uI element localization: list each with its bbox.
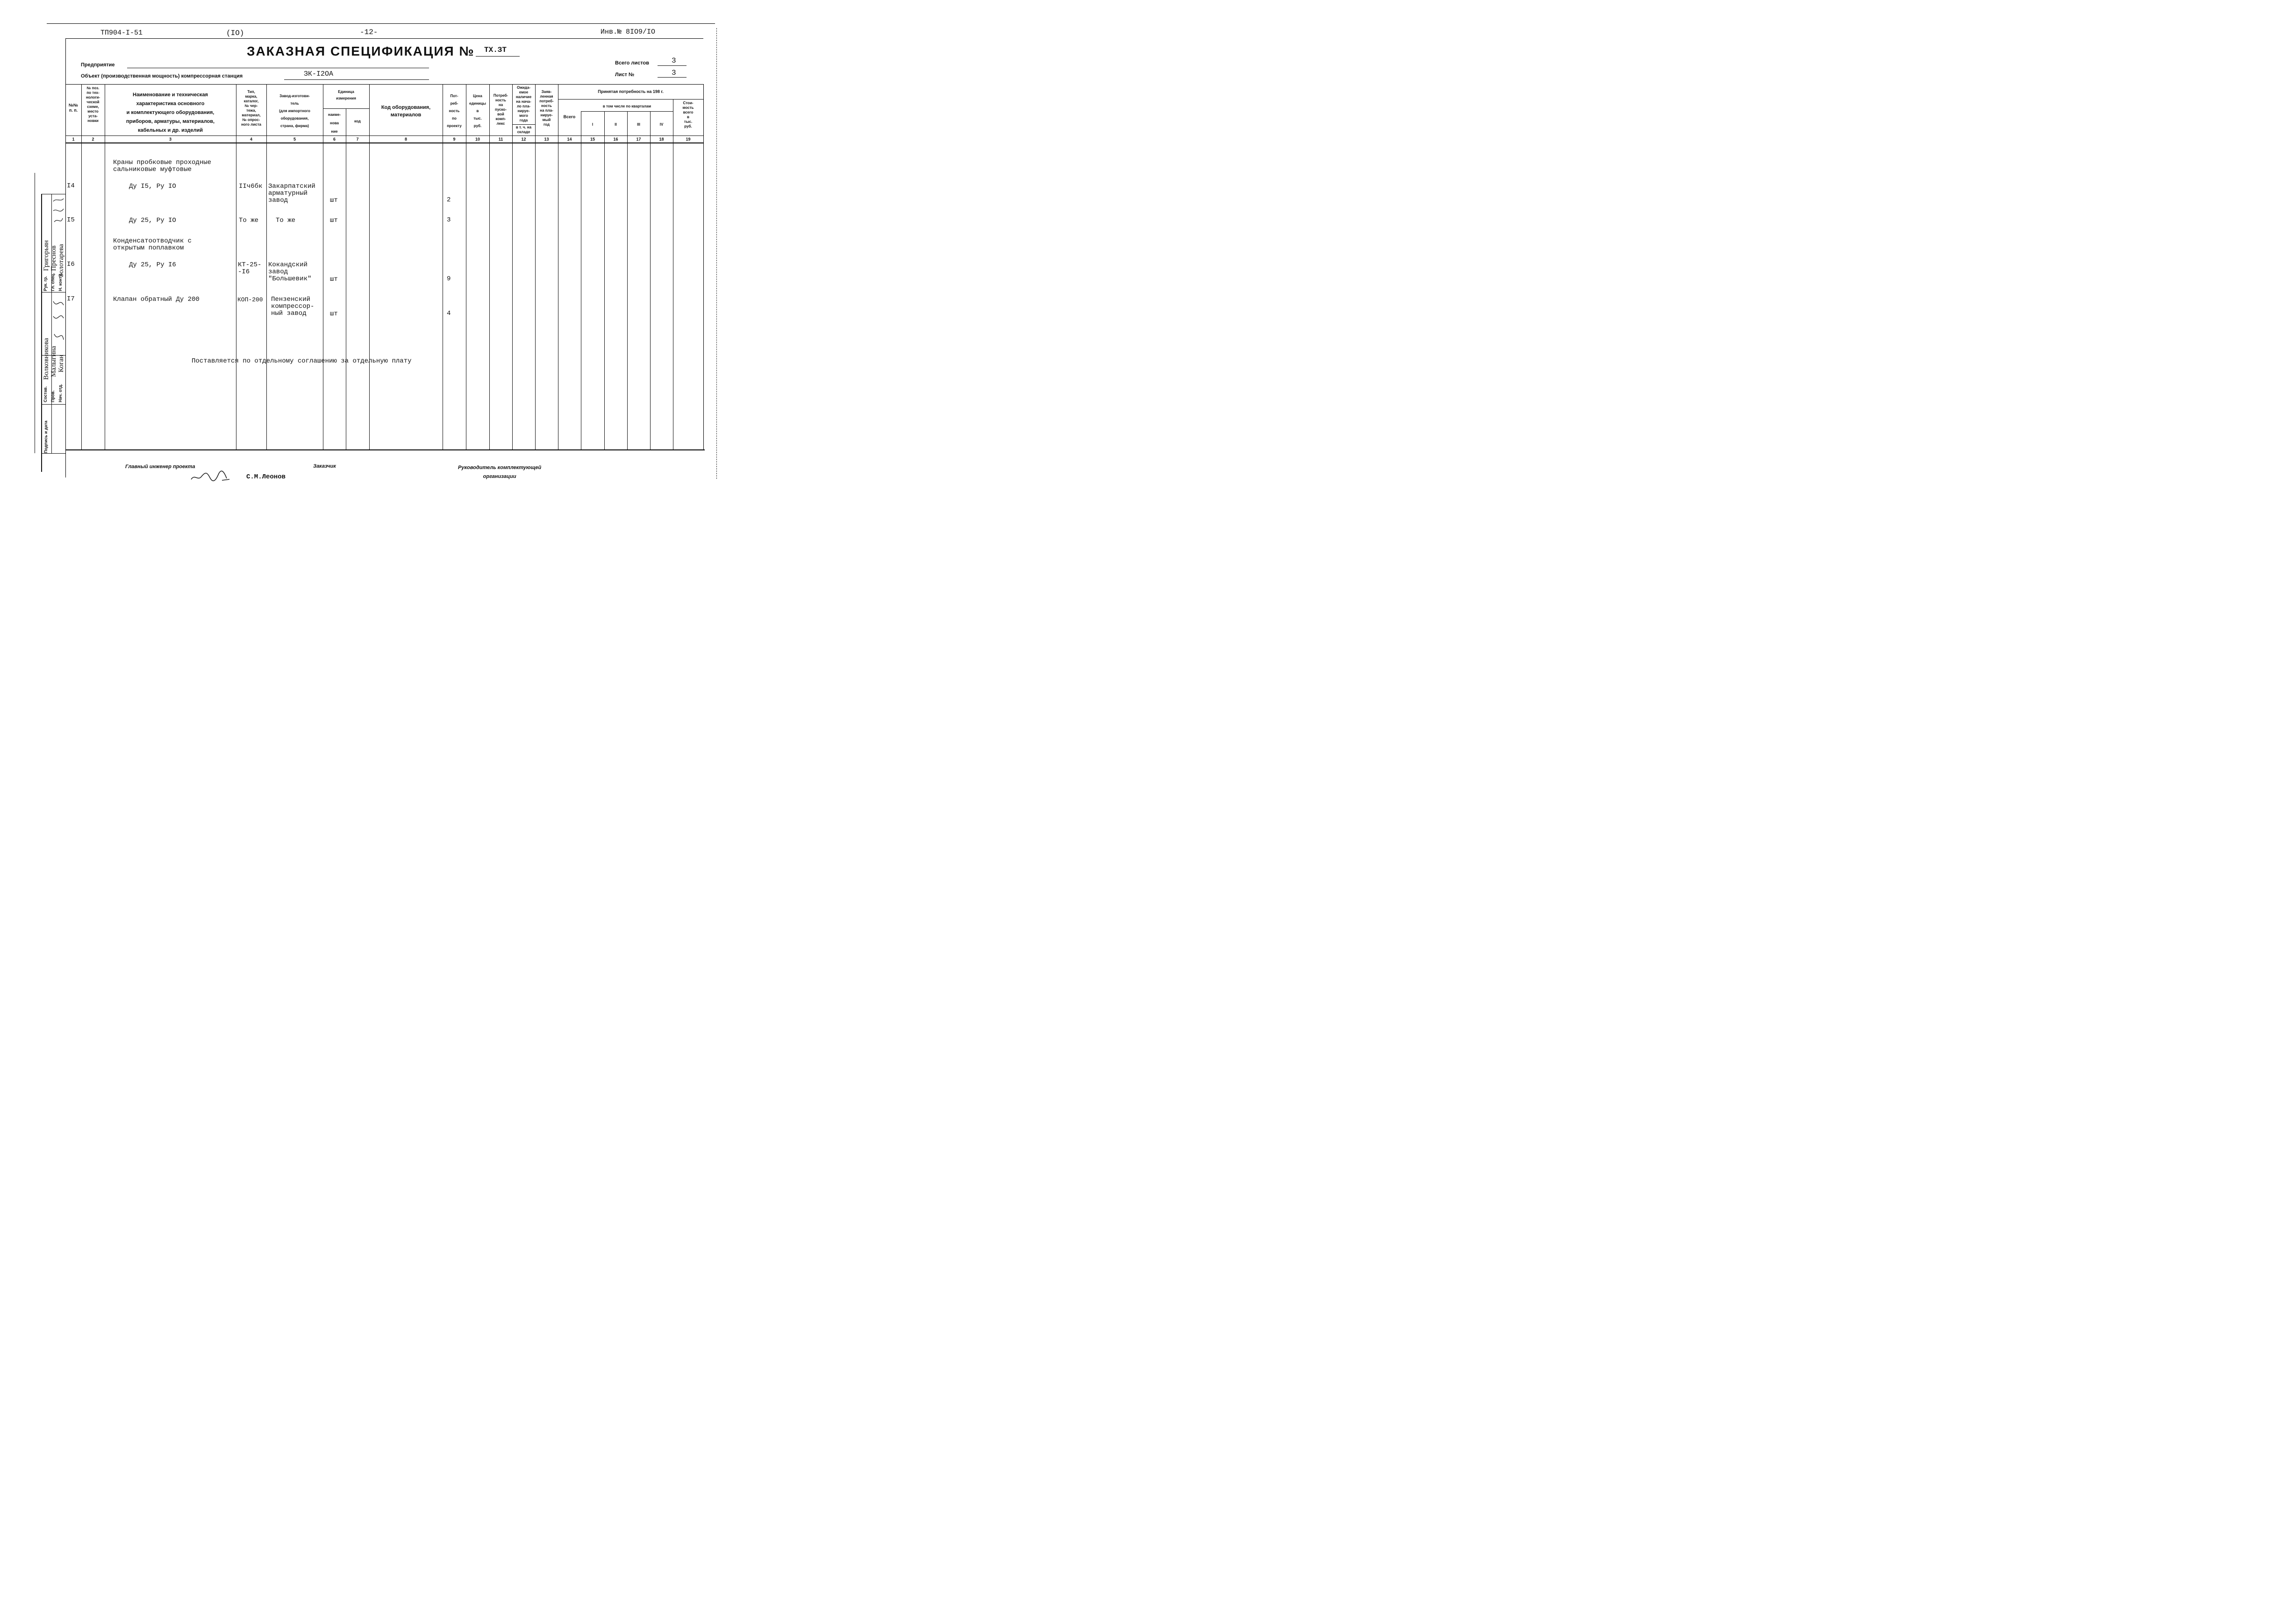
column-number: 5 <box>293 137 296 142</box>
stamp-role: Рук. гр. <box>43 276 48 291</box>
col-divider <box>604 111 605 449</box>
header-col-13: Заяв- ленная потреб- ность на пла- нируе- мый год <box>539 90 554 127</box>
sheets-total-underline <box>658 65 687 66</box>
header-col-14: Всего <box>563 114 576 119</box>
header-col-7: код <box>354 119 361 123</box>
item-name: Ду I5, Ру IO <box>129 183 176 190</box>
column-number: 2 <box>92 137 94 142</box>
header-col-4: Тип, марка, каталог, № чер- тежа, материал, № опрос- ного листа <box>241 90 261 127</box>
delivery-note: Поставляется по отдельному соглашению за отдельную плату <box>192 357 412 365</box>
header-col-12-bottom: в т. ч. на складе <box>515 125 532 134</box>
column-number: 16 <box>613 137 618 142</box>
supplier-head-label: Руководитель комплектующей организации <box>458 465 542 479</box>
item-maker: Кокандский завод "Большевик" <box>268 261 312 283</box>
frame-right <box>716 28 717 479</box>
table-header-bottom <box>65 135 703 136</box>
object-label: Объект (производственная мощность) компрессорная станция <box>81 73 243 79</box>
chief-engineer-signature <box>189 467 231 484</box>
stamp-signatures <box>51 194 65 355</box>
item-unit: шт <box>330 217 338 224</box>
sheet-no-label: Лист № <box>615 72 635 78</box>
stamp-border <box>41 194 42 472</box>
page-number: -12- <box>360 28 378 36</box>
stamp-role: Пров. <box>50 390 55 402</box>
stamp-border <box>41 453 65 454</box>
stamp-name: Коган <box>57 355 65 372</box>
header-col-10: Цена единицы в тыс. руб. <box>469 94 486 128</box>
item-maker: То же <box>276 217 296 224</box>
top-rule <box>47 23 715 24</box>
column-number: 10 <box>475 137 480 142</box>
row-number: I6 <box>67 261 75 268</box>
item-name: Ду 25, Ру I6 <box>129 261 176 269</box>
header-col-19: Стои- мость всего в тыс. руб. <box>682 101 694 128</box>
header-unit-group: Единица измерения <box>336 90 356 100</box>
column-number: 8 <box>404 137 407 142</box>
inventory-number: Инв.№ 8IO9/IO <box>601 28 656 36</box>
item-maker: Закарпатский арматурный завод <box>268 183 315 204</box>
stamp-border <box>41 404 65 405</box>
header-col-17: III <box>637 122 640 127</box>
stamp-name: Волковникова <box>43 338 50 380</box>
row-number: I5 <box>67 216 75 224</box>
album-number: (IO) <box>226 29 244 37</box>
quarters-group-divider <box>581 111 673 112</box>
header-col-1: №№ п. п. <box>68 103 79 113</box>
col-divider-right <box>703 84 704 449</box>
header-col-2: № поз. по тех- нологи- ческой схеме, место уста- новки <box>86 86 100 123</box>
header-accepted-group: Принятая потребность на 198 г. <box>598 89 664 94</box>
item-quantity: 9 <box>447 275 451 283</box>
frame-top <box>65 38 703 39</box>
unit-group-divider <box>323 108 369 109</box>
stamp-name: Преснов <box>50 245 57 271</box>
stamp-role: Н. контр. <box>58 272 63 291</box>
item-maker: Пензенский компрессор- ный завод <box>271 296 315 317</box>
item-type: КТ-25- -I6 <box>238 261 262 276</box>
chief-engineer-label: Главный инженер проекта <box>125 464 195 470</box>
column-number: 3 <box>169 137 172 142</box>
chief-engineer-name: С.М.Леонов <box>246 473 286 481</box>
header-col-12-top: Ожида- емое наличие на нача- ло пла- нируе- мого года <box>515 85 532 122</box>
sheets-total-label: Всего листов <box>615 60 649 66</box>
header-col-3: Наименование и техническая характеристика основного и комплектующего оборудования, приборов, арматуры, материалов, кабельных и др. изделий <box>126 92 215 133</box>
column-number: 1 <box>72 137 75 142</box>
col-divider <box>627 111 628 449</box>
row-number: I7 <box>67 295 75 303</box>
title-block-stamp <box>41 194 65 472</box>
sheet-no-underline <box>658 77 687 78</box>
header-col-18: IV <box>659 122 664 127</box>
column-number: 7 <box>356 137 359 142</box>
stamp-name: Григорьян <box>43 240 50 271</box>
column-number: 13 <box>544 137 549 142</box>
item-type: То же <box>239 217 259 224</box>
table-header-top <box>65 84 703 85</box>
group-heading: Конденсатоотводчик с открытым поплавком <box>113 237 192 252</box>
item-unit: шт <box>330 276 338 283</box>
column-number: 4 <box>250 137 252 142</box>
row-number: I4 <box>67 182 75 190</box>
item-quantity: 2 <box>447 196 451 204</box>
header-col-5: Завод-изготови- тель (для импортного оборудования, страна, фирма) <box>279 94 310 128</box>
doc-code: ТП904-I-51 <box>100 29 143 37</box>
spec-title <box>247 44 475 59</box>
object-value: ЗК-I2OA <box>304 70 334 78</box>
header-col-6: наиме- нова ние <box>328 113 341 134</box>
header-quarters-group: в том числе по кварталам <box>602 104 651 108</box>
object-underline <box>284 79 429 80</box>
header-col-8: Код оборудования, материалов <box>381 105 431 118</box>
spec-title-text: ЗАКАЗНАЯ СПЕЦИФИКАЦИЯ № <box>247 44 475 58</box>
column-number: 17 <box>636 137 641 142</box>
header-col-9: Пот- реб- ность по проекту <box>447 94 462 128</box>
item-unit: шт <box>330 197 338 204</box>
customer-label: Заказчик <box>313 463 336 469</box>
column-number: 11 <box>498 137 503 142</box>
column-number: 19 <box>686 137 691 142</box>
item-quantity: 4 <box>447 310 451 317</box>
spec-number: ТХ.ЗТ <box>484 46 507 54</box>
stamp-role: Гл. спец. <box>50 273 55 291</box>
item-unit: шт <box>330 310 338 318</box>
item-name: Клапан обратный Ду 200 <box>113 296 200 303</box>
header-col-11: Потреб- ность на пуско- вой комп- лекс <box>493 93 508 126</box>
column-number: 9 <box>453 137 456 142</box>
col12-divider <box>512 124 535 125</box>
column-number: 6 <box>333 137 336 142</box>
stamp-role: Состав. <box>43 386 48 402</box>
group-heading: Краны пробковые проходные сальниковые муфтовые <box>113 159 212 173</box>
item-type: КОП-200 <box>237 296 263 303</box>
header-col-15: I <box>592 122 594 127</box>
stamp-name: Золотарева <box>57 244 65 277</box>
accepted-group-divider <box>558 99 703 100</box>
item-name: Ду 25, Ру IO <box>129 217 176 224</box>
col-divider <box>650 111 651 449</box>
table-bottom <box>65 449 705 450</box>
spec-number-underline <box>476 56 520 57</box>
column-number: 15 <box>590 137 595 142</box>
column-number: 12 <box>521 137 526 142</box>
column-numbers-bottom <box>65 142 703 143</box>
stamp-role: Нач. отд. <box>58 384 63 402</box>
enterprise-label: Предприятие <box>81 62 115 68</box>
header-col-16: II <box>615 122 617 127</box>
item-quantity: 3 <box>447 216 451 224</box>
column-number: 18 <box>659 137 664 142</box>
stamp-sign-date: Подпись и дата <box>43 420 48 453</box>
column-number: 14 <box>567 137 572 142</box>
stamp-name: Малыгина <box>50 346 57 377</box>
sheets-total-value: 3 <box>672 57 676 65</box>
item-type: IIч6бк <box>239 183 263 190</box>
sheet-no-value: 3 <box>672 69 676 77</box>
